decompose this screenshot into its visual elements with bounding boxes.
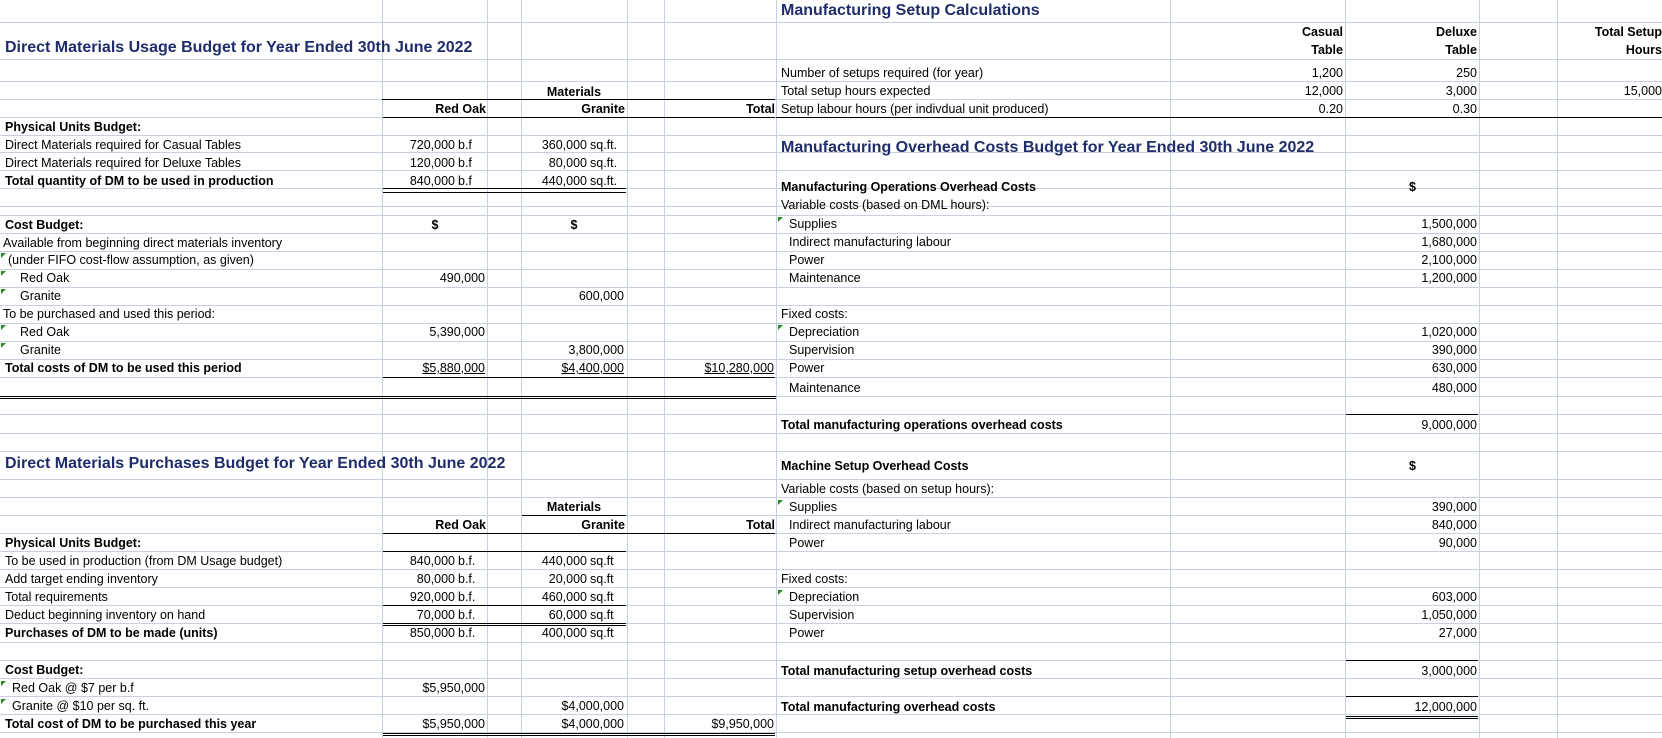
- usage-red-oak-label: Red Oak: [20, 271, 70, 285]
- overhead-ops-var-2-value: 2,100,000: [1421, 253, 1477, 267]
- setup-row3-deluxe: 0.30: [1452, 102, 1477, 116]
- setup-row2-total: 15,000: [1623, 84, 1662, 98]
- usage-total-cost-granite: $4,400,000: [561, 361, 624, 375]
- setup-row2-casual: 12,000: [1304, 84, 1343, 98]
- usage-cost-label: Cost Budget:: [5, 218, 84, 232]
- purchases-add-granite: 20,000 sq.ft: [548, 572, 614, 586]
- overhead-setup-var-2-value: 90,000: [1438, 536, 1477, 550]
- purchases-col-total: Total: [746, 518, 775, 532]
- usage-dm-casual-granite: 360,000 sq.ft.: [541, 138, 618, 152]
- overhead-grand-total-value: 12,000,000: [1414, 700, 1477, 714]
- purchases-req-granite: 460,000 sq.ft: [541, 590, 614, 604]
- overhead-ops-var-0-label: Supplies: [789, 217, 837, 231]
- usage-granite-purchased: 3,800,000: [568, 343, 624, 357]
- purchases-used-granite: 440,000 sq.ft: [541, 554, 614, 568]
- overhead-setup-fixed-0-label: Depreciation: [789, 590, 860, 604]
- purchases-add-red: 80,000 b.f.: [416, 572, 476, 586]
- purchases-req-label: Total requirements: [5, 590, 108, 604]
- cell-comment-marker: [1, 289, 6, 294]
- overhead-ops-var-3-label: Maintenance: [789, 271, 861, 285]
- setup-col-total-line1: Total Setup: [1594, 25, 1662, 39]
- overhead-ops-fixed-3-value: 480,000: [1431, 381, 1477, 395]
- overhead-setup-fixed-1-label: Supervision: [789, 608, 855, 622]
- usage-red-oak-label-2: Red Oak: [20, 325, 70, 339]
- overhead-ops-dollar: $: [1409, 180, 1416, 194]
- overhead-setup-var-0-value: 390,000: [1431, 500, 1477, 514]
- usage-avail-label: Available from beginning direct materials inventory: [3, 236, 283, 250]
- usage-dm-casual-label: Direct Materials required for Casual Tables: [5, 138, 241, 152]
- setup-row1-deluxe: 250: [1456, 66, 1477, 80]
- cell-comment-marker: [1, 699, 6, 704]
- usage-dm-deluxe-red: 120,000 b.f: [409, 156, 472, 170]
- overhead-ops-var-3-value: 1,200,000: [1421, 271, 1477, 285]
- purchases-used-red: 840,000 b.f.: [409, 554, 476, 568]
- overhead-setup-var-2-label: Power: [789, 536, 825, 550]
- cell-comment-marker: [1, 343, 6, 348]
- usage-col-granite: Granite: [581, 102, 625, 116]
- purchases-add-label: Add target ending inventory: [5, 572, 158, 586]
- cell-comment-marker: [778, 590, 783, 595]
- overhead-setup-var-label: Variable costs (based on setup hours):: [781, 482, 995, 496]
- overhead-ops-label: Manufacturing Operations Overhead Costs: [781, 180, 1036, 194]
- purchases-total-label: Total cost of DM to be purchased this year: [5, 717, 257, 731]
- overhead-ops-total-label: Total manufacturing operations overhead costs: [781, 418, 1063, 432]
- cell-comment-marker: [778, 500, 783, 505]
- purchases-col-granite: Granite: [581, 518, 625, 532]
- purchases-total-granite: $4,000,000: [561, 717, 624, 731]
- usage-granite-label-2: Granite: [20, 343, 61, 357]
- purchases-deduct-granite: 60,000 sq.ft: [548, 608, 614, 622]
- usage-granite-label: Granite: [20, 289, 61, 303]
- cell-comment-marker: [778, 217, 783, 222]
- overhead-ops-var-1-label: Indirect manufacturing labour: [789, 235, 951, 249]
- overhead-setup-label: Machine Setup Overhead Costs: [781, 459, 969, 473]
- cell-comment-marker: [1, 681, 6, 686]
- usage-dm-casual-red: 720,000 b.f: [409, 138, 472, 152]
- purchases-red-cost-label: Red Oak @ $7 per b.f: [12, 681, 134, 695]
- setup-row2-deluxe: 3,000: [1445, 84, 1477, 98]
- overhead-ops-fixed-0-value: 1,020,000: [1421, 325, 1477, 339]
- setup-col-total-line2: Hours: [1625, 43, 1662, 57]
- usage-fifo-label: (under FIFO cost-flow assumption, as given): [8, 253, 254, 267]
- overhead-ops-fixed-1-label: Supervision: [789, 343, 855, 357]
- setup-row3-label: Setup labour hours (per indivdual unit produced): [781, 102, 1049, 116]
- purchases-granite-cost: $4,000,000: [561, 699, 624, 713]
- purchases-req-red: 920,000 b.f.: [409, 590, 476, 604]
- purchases-used-label: To be used in production (from DM Usage budget): [5, 554, 283, 568]
- cell-comment-marker: [1, 253, 6, 258]
- usage-budget-title: Direct Materials Usage Budget for Year Ended 30th June 2022: [5, 39, 473, 56]
- overhead-setup-fixed-2-label: Power: [789, 626, 825, 640]
- overhead-ops-fixed-0-label: Depreciation: [789, 325, 860, 339]
- usage-col-red-oak: Red Oak: [435, 102, 486, 116]
- usage-dollar-granite: $: [570, 218, 578, 232]
- overhead-ops-fixed-3-label: Maintenance: [789, 381, 861, 395]
- usage-dollar-red: $: [431, 218, 439, 232]
- purchases-col-red-oak: Red Oak: [435, 518, 486, 532]
- cell-comment-marker: [778, 325, 783, 330]
- purchases-purch-red: 850,000 b.f.: [409, 626, 476, 640]
- usage-col-total: Total: [746, 102, 775, 116]
- usage-red-oak-purchased: 5,390,000: [429, 325, 485, 339]
- overhead-ops-var-1-value: 1,680,000: [1421, 235, 1477, 249]
- setup-row3-casual: 0.20: [1318, 102, 1343, 116]
- overhead-ops-fixed-2-value: 630,000: [1431, 361, 1477, 375]
- purchases-physical-label: Physical Units Budget:: [5, 536, 142, 550]
- purchases-purch-label: Purchases of DM to be made (units): [5, 626, 218, 640]
- usage-total-cost-red: $5,880,000: [422, 361, 485, 375]
- overhead-title: Manufacturing Overhead Costs Budget for Year Ended 30th June 2022: [781, 139, 1315, 156]
- overhead-ops-fixed-2-label: Power: [789, 361, 825, 375]
- purchases-granite-cost-label: Granite @ $10 per sq. ft.: [12, 699, 150, 713]
- usage-total-qty-granite: 440,000 sq.ft.: [541, 174, 618, 188]
- overhead-fixed-label: Fixed costs:: [781, 307, 848, 321]
- purchases-deduct-label: Deduct beginning inventory on hand: [5, 608, 206, 622]
- usage-purchased-label: To be purchased and used this period:: [3, 307, 215, 321]
- overhead-setup-var-1-value: 840,000: [1431, 518, 1477, 532]
- purchases-purch-granite: 400,000 sq.ft: [541, 626, 614, 640]
- overhead-ops-var-2-label: Power: [789, 253, 825, 267]
- usage-granite-begin: 600,000: [578, 289, 624, 303]
- setup-title: Manufacturing Setup Calculations: [781, 2, 1040, 19]
- overhead-setup-var-0-label: Supplies: [789, 500, 837, 514]
- overhead-ops-total-value: 9,000,000: [1421, 418, 1477, 432]
- overhead-setup-dollar: $: [1409, 459, 1416, 473]
- overhead-setup-total-label: Total manufacturing setup overhead costs: [781, 664, 1033, 678]
- usage-total-cost-label: Total costs of DM to be used this period: [5, 361, 242, 375]
- purchases-cost-label: Cost Budget:: [5, 663, 84, 677]
- usage-red-oak-begin: 490,000: [439, 271, 485, 285]
- overhead-setup-var-1-label: Indirect manufacturing labour: [789, 518, 951, 532]
- usage-dm-deluxe-label: Direct Materials required for Deluxe Tables: [5, 156, 241, 170]
- overhead-setup-fixed-1-value: 1,050,000: [1421, 608, 1477, 622]
- setup-col-deluxe-line2: Table: [1445, 43, 1477, 57]
- cell-comment-marker: [1, 271, 6, 276]
- purchases-deduct-red: 70,000 b.f.: [416, 608, 476, 622]
- overhead-ops-var-0-value: 1,500,000: [1421, 217, 1477, 231]
- overhead-setup-fixed-0-value: 603,000: [1431, 590, 1477, 604]
- usage-total-qty-label: Total quantity of DM to be used in production: [5, 174, 274, 188]
- usage-total-cost-all: $10,280,000: [704, 361, 774, 375]
- usage-dm-deluxe-granite: 80,000 sq.ft.: [548, 156, 618, 170]
- purchases-materials-header: Materials: [546, 500, 602, 514]
- usage-materials-header: Materials: [546, 85, 602, 99]
- purchases-total-all: $9,950,000: [711, 717, 774, 731]
- overhead-setup-total-value: 3,000,000: [1421, 664, 1477, 678]
- purchases-budget-title: Direct Materials Purchases Budget for Year Ended 30th June 2022: [5, 455, 506, 472]
- cell-comment-marker: [1, 325, 6, 330]
- setup-col-casual-line1: Casual: [1302, 25, 1343, 39]
- setup-col-deluxe-line1: Deluxe: [1436, 25, 1477, 39]
- overhead-var-label: Variable costs (based on DML hours):: [781, 198, 990, 212]
- purchases-total-red: $5,950,000: [422, 717, 485, 731]
- setup-col-casual-line2: Table: [1311, 43, 1343, 57]
- overhead-grand-total-label: Total manufacturing overhead costs: [781, 700, 996, 714]
- usage-physical-label: Physical Units Budget:: [5, 120, 142, 134]
- setup-row1-casual: 1,200: [1311, 66, 1343, 80]
- overhead-setup-fixed-2-value: 27,000: [1438, 626, 1477, 640]
- setup-row1-label: Number of setups required (for year): [781, 66, 984, 80]
- setup-row2-label: Total setup hours expected: [781, 84, 931, 98]
- overhead-ops-fixed-1-value: 390,000: [1431, 343, 1477, 357]
- usage-total-qty-red: 840,000 b.f: [409, 174, 472, 188]
- purchases-red-cost: $5,950,000: [422, 681, 485, 695]
- overhead-setup-fixed-label: Fixed costs:: [781, 572, 848, 586]
